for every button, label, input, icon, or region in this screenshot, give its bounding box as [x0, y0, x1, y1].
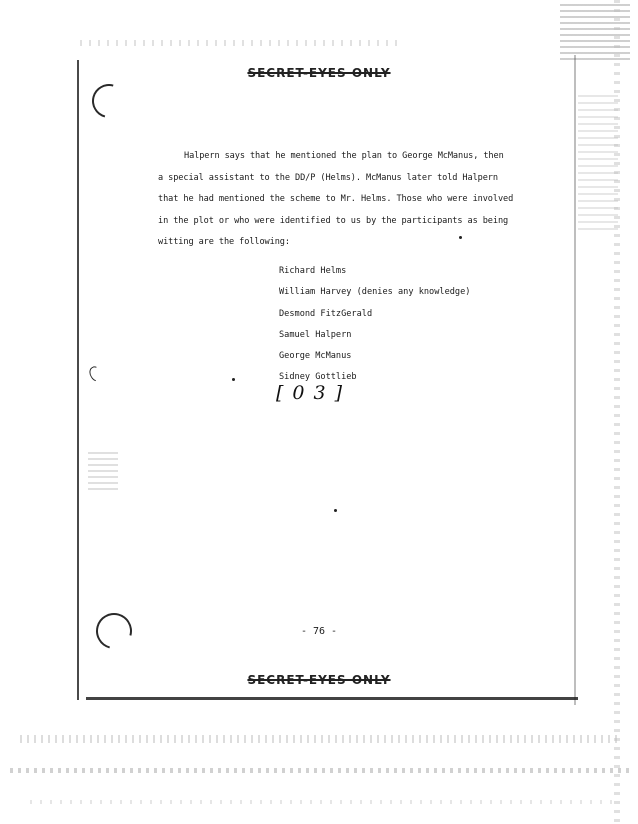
- classification-footer: [0, 673, 638, 687]
- scan-speck: [232, 378, 235, 381]
- classification-header: [0, 66, 638, 80]
- paragraph-line: a special assistant to the DD/P (Helms). McManus later told Halpern: [158, 172, 498, 183]
- punch-hole-top: [86, 78, 132, 124]
- handwritten-annotation: [03]: [276, 382, 352, 404]
- page-border-left: [77, 60, 79, 700]
- scan-noise: [578, 90, 618, 230]
- body-paragraph: [158, 146, 558, 254]
- classification-footer-text: SECRET-EYES ONLY: [247, 673, 391, 687]
- page-number: - 76 -: [300, 626, 338, 637]
- list-item: Samuel Halpern: [279, 329, 352, 340]
- list-item: Sidney Gottlieb: [279, 372, 357, 383]
- page-border-bottom: [86, 697, 578, 700]
- list-item: William Harvey (denies any knowledge): [279, 287, 471, 298]
- scan-noise: [10, 768, 630, 773]
- scan-noise: [20, 735, 620, 743]
- list-item: Richard Helms: [279, 266, 347, 276]
- scan-noise: [88, 450, 118, 490]
- paragraph-line: in the plot or who were identified to us by the participants as being: [158, 215, 509, 226]
- list-item: George McManus: [279, 351, 352, 362]
- punch-hole-mid: [87, 364, 105, 384]
- classification-header-text: SECRET-EYES ONLY: [247, 66, 391, 80]
- paragraph-line: witting are the following:: [158, 237, 290, 247]
- scan-speck: [334, 509, 337, 512]
- paragraph-line: Halpern says that he mentioned the plan to George McManus, then: [184, 151, 504, 161]
- scan-noise: [30, 800, 620, 804]
- page-border-right: [574, 55, 576, 705]
- scan-noise: [80, 40, 400, 46]
- names-list: [279, 261, 470, 389]
- page-edge: [614, 0, 620, 824]
- paragraph-line: that he had mentioned the scheme to Mr. Helms. Those who were involved: [158, 194, 514, 204]
- list-item: Desmond FitzGerald: [279, 308, 373, 319]
